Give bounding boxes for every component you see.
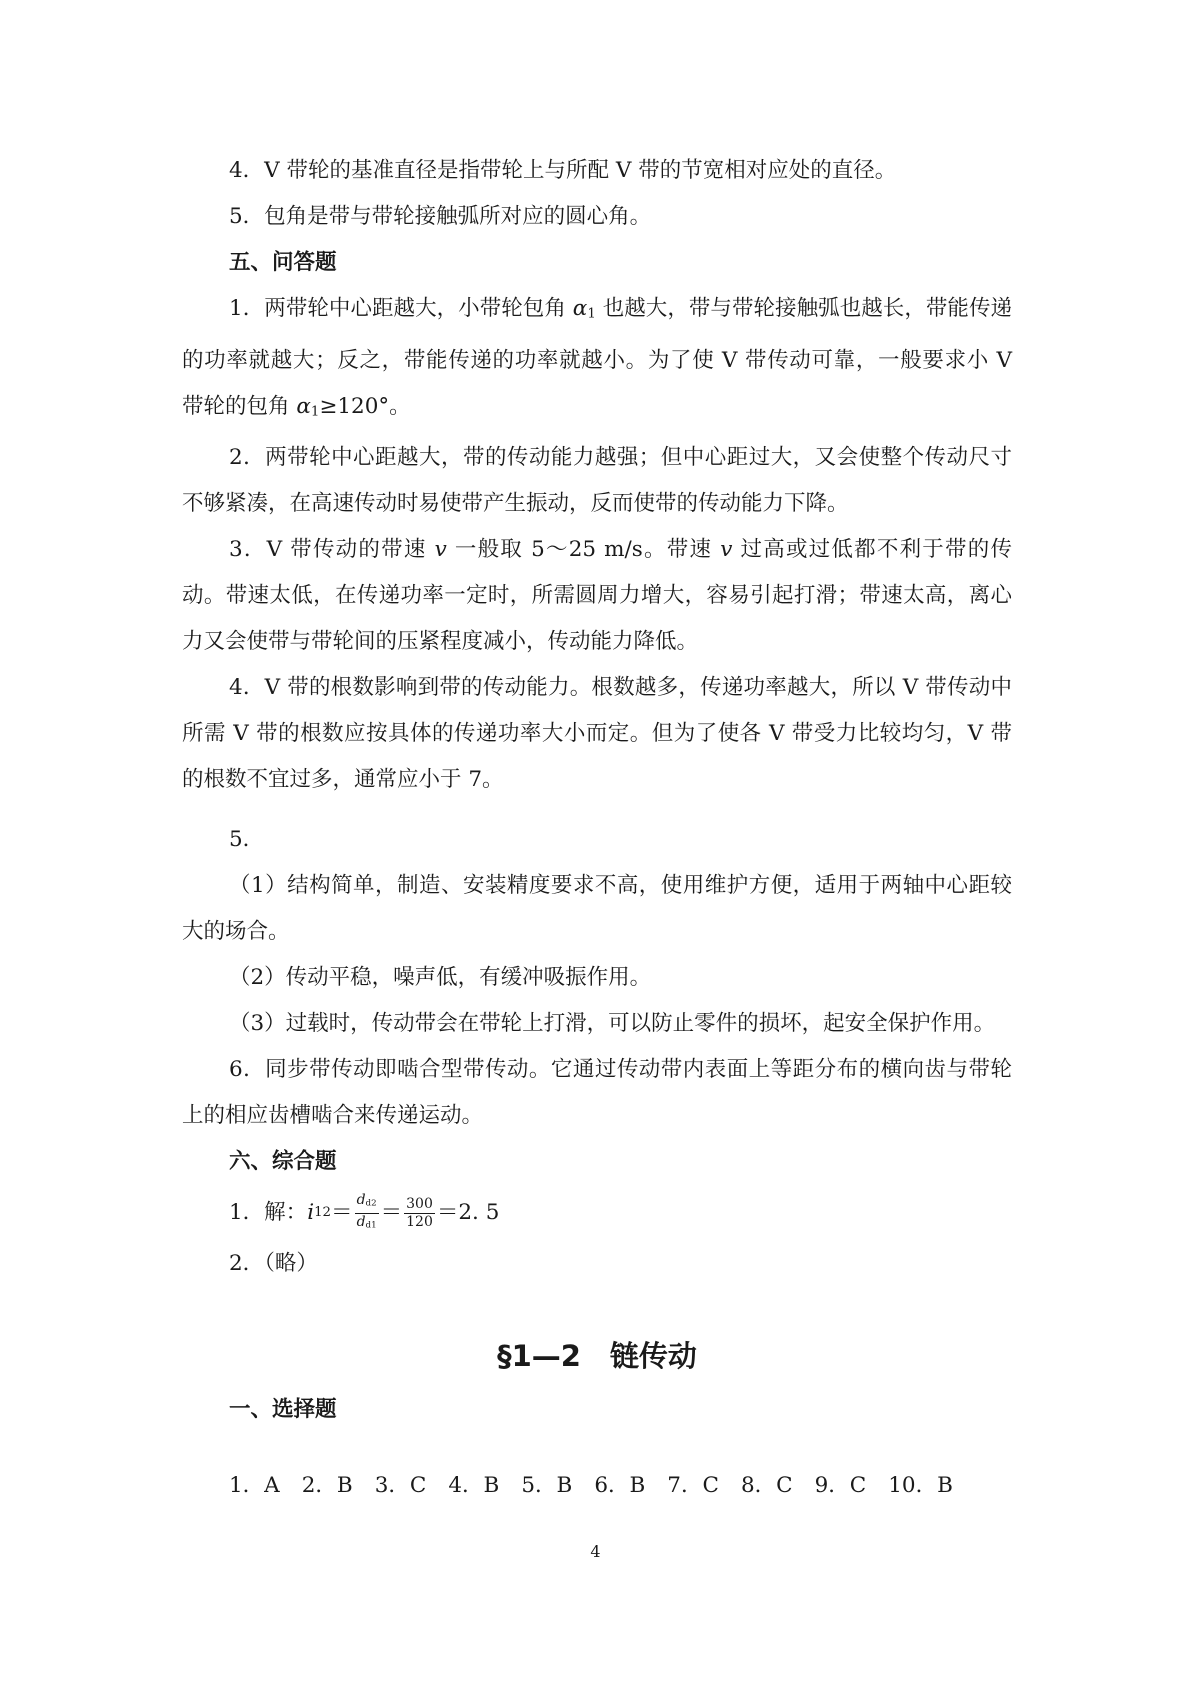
choice-answer: 10．B: [888, 1472, 953, 1498]
choice-answer: 5．B: [521, 1472, 573, 1498]
judgment-item-5: 5．包角是带与带轮接触弧所对应的圆心角。: [229, 204, 652, 229]
judgment-item-4: 4．V 带轮的基准直径是指带轮上与所配 V 带的节宽相对应处的直径。: [229, 158, 897, 183]
choice-answer: 7．C: [667, 1472, 719, 1498]
choice-answer: 1．A: [229, 1472, 280, 1498]
qa-answer-5-item-1: （1）结构简单，制造、安装精度要求不高，使用维护方便，适用于两轴中心距较大的场合。: [182, 873, 1012, 945]
choice-answer: 3．C: [374, 1472, 427, 1498]
choice-answer: 2．B: [301, 1472, 353, 1498]
qa-answer-5-item-2: （2）传动平稳，噪声低，有缓冲吸振作用。: [229, 965, 652, 991]
qa-answer-3: 3．V 带传动的带速 v 一般取 5～25 m/s。带速 v 过高或过低都不利于带的传动。带速太低，在传递功率一定时，所需圆周力增大，容易引起打滑；带速太高，离心力又会使带与带轮间的压紧程度减小，传动能力降低。: [182, 537, 1012, 655]
qa-answer-5-item-3: （3）过载时，传动带会在带轮上打滑，可以防止零件的损坏，起安全保护作用。: [229, 1011, 996, 1037]
choice-answers: [182, 1463, 1012, 1509]
qa-answer-2: 2．两带轮中心距越大，带的传动能力越强；但中心距过大，又会使整个传动尺寸不够紧凑，在高速传动时易使带产生振动，反而使带的传动能力下降。: [182, 445, 1012, 517]
comprehensive-answer-2: 2．（略）: [229, 1251, 318, 1277]
qa-answer-6: 6．同步带传动即啮合型带传动。它通过传动带内表面上等距分布的横向齿与带轮上的相应齿槽啮合来传递运动。: [182, 1057, 1012, 1129]
choice-answer: 6．B: [594, 1472, 646, 1498]
qa-answer-5-label: 5．: [229, 827, 265, 853]
qa-answer-4: 4．V 带的根数影响到带的传动能力。根数越多，传递功率越大，所以 V 带传动中所需 V 带的根数应按具体的传递功率大小而定。但为了使各 V 带受力比较均匀，V 带的根数不宜过多，通常应小于 7。: [182, 675, 1012, 793]
document-body: [182, 148, 1012, 1530]
fraction-values: $\frac{300}{120}$: [406, 1195, 433, 1230]
comprehensive-answer-1: 1．解： i 12 ＝ $\frac{d_{d2}}{d_{d1}}$ ＝ $\frac{300}{120}$ ＝ 2. 5: [182, 1185, 1012, 1241]
comprehensive-heading: 六、综合题: [229, 1149, 337, 1175]
fraction-diameters: $\frac{d_{d2}}{d_{d1}}$: [356, 1192, 377, 1231]
qa-answer-1: 1．两带轮中心距越大，小带轮包角 α1 也越大，带与带轮接触弧也越长，带能传递的功率就越大；反之，带能传递的功率就越小。为了使 V 带传动可靠，一般要求小 V 带轮的包角 α1≥120°。: [182, 296, 1013, 420]
section-title: §1—2 链传动: [497, 1339, 697, 1374]
choice-answer: 9．C: [814, 1472, 867, 1498]
choice-answer: 8．C: [740, 1472, 793, 1498]
page-number: 4: [590, 1542, 601, 1561]
choice-heading: 一、选择题: [229, 1397, 337, 1423]
qa-heading: 五、问答题: [229, 250, 337, 275]
choice-answer: 4．B: [448, 1472, 500, 1498]
